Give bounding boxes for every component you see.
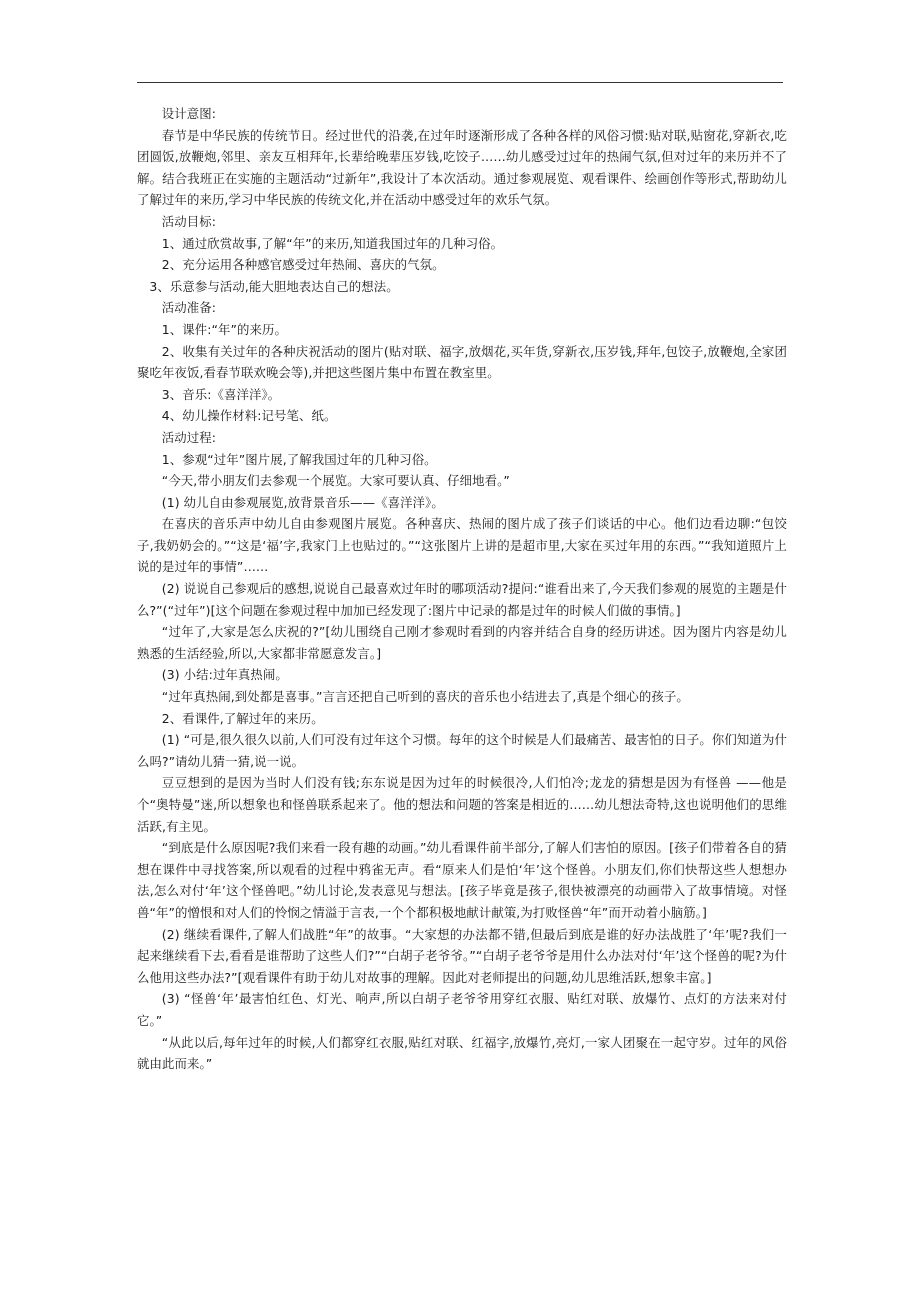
paragraph: (1) 幼儿自由参观展览,放背景音乐——《喜洋洋》。 — [161, 494, 444, 510]
paragraph: (3) 小结:过年真热闹。 — [161, 667, 288, 683]
paragraph: “过年了,大家是怎么庆祝的?”[幼儿围绕自己刚才参观时看到的内容并结合自身的经历讲述。因为图片内容是幼儿熟悉的生活经验,所以,大家都非常愿意发言。] — [137, 624, 787, 661]
goal-item-2: 2、充分运用各种感官感受过年热闹、喜庆的气氛。 — [161, 257, 445, 273]
process-step-2: 2、看课件,了解过年的来历。 — [161, 710, 324, 726]
goal-item-1: 1、通过欣赏故事,了解“年”的来历,知道我国过年的几种习俗。 — [161, 235, 504, 251]
paragraph: “过年真热闹,到处都是喜事。”言言还把自己听到的喜庆的音乐也小结进去了,真是个细心的孩子。 — [161, 689, 689, 705]
prep-item-3: 3、音乐:《喜洋洋》。 — [161, 386, 281, 402]
heading-process: 活动过程: — [161, 429, 217, 445]
paragraph: “到底是什么原因呢?我们来看一段有趣的动画。”幼儿看课件前半部分,了解人们害怕的原因。[孩子们带着各自的猜想在课件中寻找答案,所以观看的过程中鸦雀无声。看“原来人们是怕‘年’这个怪兽。小朋友们,你们快帮这些人想想办法,怎么对付‘年’这个怪兽吧。”幼儿讨论,发表意见与想法。[孩子毕竟是孩子,很快被漂亮的动画带入了故事情境。对怪兽“年”的憎恨和对人们的怜悯之情溢于言表,一个个都积极地献计献策,为打败怪兽“年”而开动着小脑筋。] — [137, 840, 787, 920]
prep-item-1: 1、课件:“年”的来历。 — [161, 321, 288, 337]
paragraph: (3) “怪兽‘年’最害怕红色、灯光、响声,所以白胡子老爷爷用穿红衣服、贴红对联、放爆竹、点灯的方法来对付它。” — [137, 991, 787, 1028]
paragraph: (2) 说说自己参观后的感想,说说自己最喜欢过年时的哪项活动?提问:“谁看出来了,今天我们参观的展览的主题是什么?”(“过年”)[这个问题在参观过程中加加已经发现了:图片中记录的都是过年的时候人们做的事情。] — [137, 581, 787, 618]
paragraph-intro: 春节是中华民族的传统节日。经过世代的沿袭,在过年时逐渐形成了各种各样的风俗习惯:贴对联,贴窗花,穿新衣,吃团圆饭,放鞭炮,邻里、亲友互相拜年,长辈给晚辈压岁钱,吃饺子……幼儿感受过过年的热闹气氛,但对过年的来历并不了解。结合我班正在实施的主题活动“过新年”,我设计了本次活动。通过参观展览、观看课件、绘画创作等形式,帮助幼儿了解过年的来历,学习中华民族的传统文化,并在活动中感受过年的欢乐气氛。 — [137, 127, 787, 208]
heading-goals: 活动目标: — [161, 213, 217, 229]
goal-item-3: 3、乐意参与活动,能大胆地表达自己的想法。 — [149, 278, 399, 294]
paragraph: 豆豆想到的是因为当时人们没有钱;东东说是因为过年的时候很冷,人们怕冷;龙龙的猜想是因为有怪兽 ——他是个“奥特曼”迷,所以想象也和怪兽联系起来了。他的想法和问题的答案是相近的……幼儿想法奇特,这也说明他们的思维活跃,有主见。 — [137, 775, 787, 834]
heading-design-intent: 设计意图: — [161, 106, 217, 121]
prep-item-2: 2、收集有关过年的各种庆祝活动的图片(贴对联、福字,放烟花,买年货,穿新衣,压岁钱,拜年,包饺子,放鞭炮,全家团聚吃年夜饭,看春节联欢晚会等),并把这些图片集中布置在教室里。 — [137, 343, 787, 381]
paragraph: 在喜庆的音乐声中幼儿自由参观图片展览。各种喜庆、热闹的图片成了孩子们谈话的中心。他们边看边聊:“包饺子,我奶奶会的。”“这是‘福’字,我家门上也贴过的。”“这张图片上讲的是超市里,大家在买过年用的东西。”“我知道照片上说的是过年的事情”…… — [137, 516, 787, 575]
prep-item-4: 4、幼儿操作材料:记号笔、纸。 — [161, 408, 337, 424]
paragraph: “从此以后,每年过年的时候,人们都穿红衣服,贴红对联、红福字,放爆竹,亮灯,一家人团聚在一起守岁。过年的风俗就由此而来。” — [137, 1034, 787, 1072]
header-rule — [137, 82, 783, 83]
document-body — [137, 103, 787, 1075]
heading-preparation: 活动准备: — [161, 300, 217, 316]
paragraph: (2) 继续看课件,了解人们战胜“年”的故事。“大家想的办法都不错,但最后到底是谁的好办法战胜了‘年’呢?我们一起来继续看下去,看看是谁帮助了这些人们?”“白胡子老爷爷。”“白胡子老爷爷是用什么办法对付‘年’这个怪兽的呢?为什么他用这些办法?”[观看课件有助于幼儿对故事的理解。因此对老师提出的问题,幼儿思维活跃,想象丰富。] — [137, 926, 787, 985]
process-step-1: 1、参观“过年”图片展,了解我国过年的几种习俗。 — [161, 451, 437, 467]
paragraph: (1) “可是,很久很久以前,人们可没有过年这个习惯。每年的这个时候是人们最痛苦、最害怕的日子。你们知道为什么吗?”请幼儿猜一猜,说一说。 — [137, 732, 787, 769]
paragraph: “今天,带小朋友们去参观一个展览。大家可要认真、仔细地看。” — [161, 473, 510, 489]
